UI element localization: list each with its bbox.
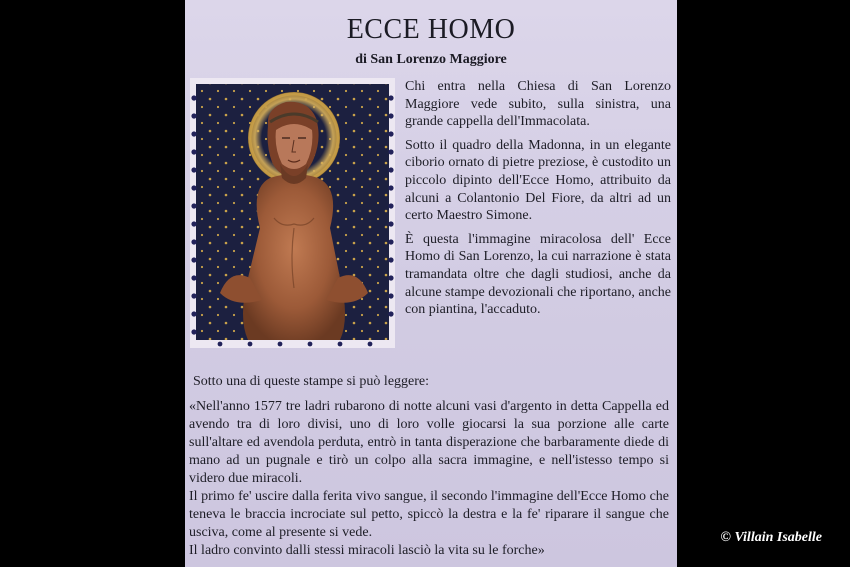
- quote-paragraph: «Nell'anno 1577 tre ladri rubarono di notte alcuni vasi d'argento in detta Cappella ed avendo tra di loro divisi, uno di loro volle giocarsi la sua porzione alle carte sull'altare ed avendola perduta, entrò in tanta disperazione che barbaramente diede di mano ad un pugnale e tirò un colpo alla sacra immagine, e nell'istesso tempo si videro due miracoli.: [189, 399, 669, 486]
- photo-credit: © Villain Isabelle: [720, 530, 822, 545]
- quote-paragraph: Il ladro convinto dalli stessi miracoli lasciò la vita su le forche»: [189, 543, 545, 558]
- description-text: [405, 78, 671, 319]
- quote-intro: Sotto una di queste stampe si può leggere:: [193, 374, 430, 389]
- description-paragraph: Chi entra nella Chiesa di San Lorenzo Maggiore vede subito, sulla sinistra, una grande cappella dell'Immacolata.: [405, 79, 671, 130]
- page-title: ECCE HOMO: [346, 14, 516, 45]
- description-paragraph: Sotto il quadro della Madonna, in un elegante ciborio ornato di pietre preziose, è custodito un piccolo dipinto dell'Ecce Homo, attribuito da alcuni a Colantonio Del Fiore, da altri ad un certo Maestro Simone.: [405, 137, 671, 224]
- historical-quote: [189, 398, 669, 560]
- page-subtitle: di San Lorenzo Maggiore: [355, 52, 507, 67]
- description-paragraph: È questa l'immagine miracolosa dell' Ecce Homo di San Lorenzo, la cui narrazione è stata tramandata oltre che dagli studiosi, anche da alcune stampe devozionali che riportano, anche con piantina, l'accaduto.: [405, 231, 671, 318]
- info-panel: [185, 0, 677, 567]
- ecce-homo-painting: [190, 78, 395, 348]
- quote-paragraph: Il primo fe' uscire dalla ferita vivo sangue, il secondo l'immagine dell'Ecce Homo che teneva le braccia incrociate sul petto, spiccò la destra e la fe' riparare il sangue che usciva, come al presente si vede.: [189, 489, 669, 540]
